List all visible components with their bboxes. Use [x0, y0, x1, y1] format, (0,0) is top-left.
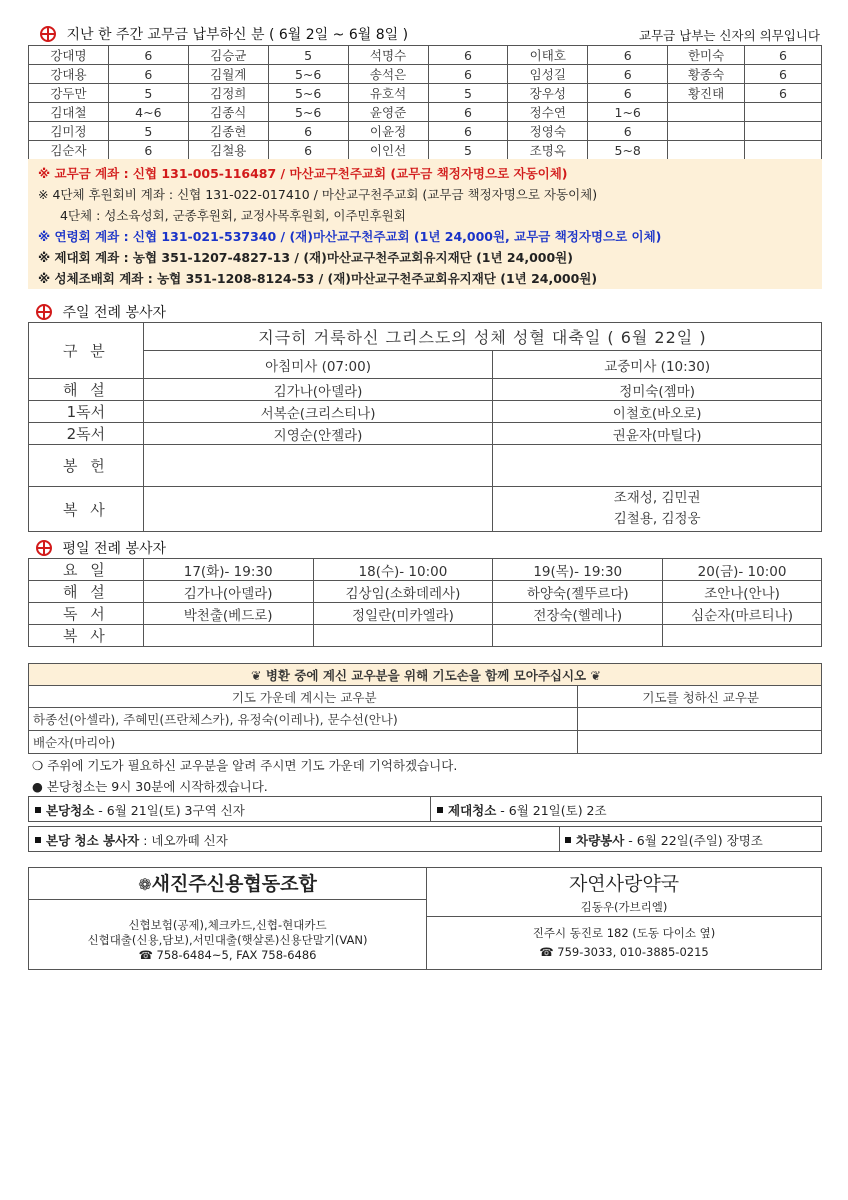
account-line-funeral: ※ 연령회 계좌 : 신협 131-021-537340 / (재)마산교구천주교회 (1년 24,000원, 교무금 책정자명으로 이체): [38, 229, 662, 244]
duty-value: - 6월 21일(토) 3구역 신자: [94, 803, 245, 818]
volunteer-cell: 서복순(크리스티나): [143, 401, 493, 423]
volunteer-cell: [313, 625, 493, 647]
account-line-group-list: 4단체 : 성소육성회, 군종후원회, 교정사목후원회, 이주민후원회: [60, 208, 406, 223]
donor-name: 정수연: [508, 103, 588, 122]
donor-months: 6: [745, 84, 822, 103]
volunteer-cell: [493, 625, 663, 647]
donor-name: 이인선: [348, 141, 428, 160]
donor-months: 6: [588, 84, 668, 103]
duty-church-cleaning: [35, 801, 245, 819]
donor-months: 5~6: [268, 84, 348, 103]
ad-credit-union: [29, 868, 427, 969]
donor-name: 송석은: [348, 65, 428, 84]
donor-months: 6: [428, 103, 508, 122]
account-line-adoration: ※ 성체조배회 계좌 : 농협 351-1208-8124-53 / (재)마산교구천주교회유지재단 (1년 24,000원): [38, 271, 598, 286]
duty-value: : 네오까떼 신자: [139, 833, 228, 848]
volunteer-cell: 정일란(미카엘라): [313, 603, 493, 625]
duty-cleaning-volunteers: [35, 831, 228, 849]
donor-name: 김승균: [188, 46, 268, 65]
donor-name: 김미정: [29, 122, 109, 141]
sunday-section-header: [36, 302, 166, 322]
donor-name: 조명옥: [508, 141, 588, 160]
role-label: 독 서: [29, 603, 144, 625]
server-cell: [493, 487, 822, 532]
offering-row: [29, 122, 822, 141]
sunday-table: [28, 322, 822, 532]
donor-name: 윤영준: [348, 103, 428, 122]
credit-union-logo-icon: ❁: [138, 875, 152, 894]
role-label: 해 설: [29, 581, 144, 603]
donor-months: 4~6: [108, 103, 188, 122]
volunteer-cell: 이철호(바오로): [493, 401, 822, 423]
ad-pharmacy-address: 진주시 동진로 182 (도동 다이소 옆): [532, 926, 716, 940]
account-line-offering: ※ 교무금 계좌 : 신협 131-005-116487 / 마산교구천주교회 (교무금 책정자명으로 자동이체): [38, 166, 568, 181]
volunteer-cell: 심순자(마르티나): [663, 603, 822, 625]
duty-row-2: [28, 826, 822, 852]
donor-name: 장우성: [508, 84, 588, 103]
prayer-requester-cell: [578, 731, 822, 754]
donor-name: 임성길: [508, 65, 588, 84]
donor-months: 6: [268, 122, 348, 141]
day-cell: 18(수)- 10:00: [313, 559, 493, 581]
donor-months: 6: [268, 141, 348, 160]
ad-pharmacy-owner: 김동우(가브리엘): [427, 900, 821, 917]
donor-name: 김대철: [29, 103, 109, 122]
ad-pharmacy-title: 자연사랑약국: [568, 873, 680, 895]
donor-months: 6: [588, 122, 668, 141]
square-bullet-icon: [565, 837, 571, 843]
circle-filled-icon: ●: [32, 779, 43, 794]
donor-months: [745, 103, 822, 122]
role-label: 2독서: [29, 423, 144, 445]
server-names-1: 조재성, 김민권: [613, 490, 701, 506]
weekday-section-title: 평일 전례 봉사자: [62, 541, 167, 557]
donor-months: 5: [428, 84, 508, 103]
donor-months: 6: [428, 46, 508, 65]
volunteer-cell: 정미숙(젬마): [493, 379, 822, 401]
donor-name: [668, 103, 745, 122]
donor-months: 6: [745, 65, 822, 84]
duty-altar-cleaning: [437, 801, 607, 819]
donor-months: [745, 122, 822, 141]
day-label: 요 일: [29, 559, 144, 581]
donor-name: 김정희: [188, 84, 268, 103]
weekday-table: [28, 558, 822, 647]
day-cell: 17(화)- 19:30: [143, 559, 313, 581]
donor-months: 5~6: [268, 65, 348, 84]
offering-row: [29, 84, 822, 103]
prayer-requester-cell: [578, 708, 822, 731]
flower-icon: ❦: [590, 667, 601, 683]
account-line-altar: ※ 제대회 계좌 : 농협 351-1207-4827-13 / (재)마산교구천주교회유지재단 (1년 24,000원): [38, 250, 573, 265]
prayer-sick-list: 하종선(아셀라), 주혜민(프란체스카), 유정숙(이레나), 문수선(안나): [29, 708, 578, 731]
donor-name: [668, 141, 745, 160]
phone-icon: ☎: [539, 945, 554, 959]
role-label: 1독서: [29, 401, 144, 423]
account-line-groups: ※ 4단체 후원회비 계좌 : 신협 131-022-017410 / 마산교구천주교회 (교무금 책정자명으로 자동이체): [38, 187, 598, 202]
square-bullet-icon: [35, 837, 41, 843]
donor-name: 한미숙: [668, 46, 745, 65]
feast-title: 지극히 거룩하신 그리스도의 성체 성혈 대축일 ( 6월 22일 ): [143, 323, 821, 351]
volunteer-cell: 김가나(아델라): [143, 581, 313, 603]
volunteer-cell: [493, 445, 822, 487]
note-cleaning-time: [32, 777, 268, 795]
donor-months: 6: [108, 46, 188, 65]
offering-row: [29, 65, 822, 84]
duty-row-1: [28, 796, 822, 822]
donor-months: 5: [268, 46, 348, 65]
role-label: 복 사: [29, 625, 144, 647]
ad-pharmacy-phone-text: 759-3033, 010-3885-0215: [557, 945, 709, 959]
sunday-section-title: 주일 전례 봉사자: [62, 305, 167, 321]
note-prayer-text: 주위에 기도가 필요하신 교우분을 알려 주시면 기도 가운데 기억하겠습니다.: [47, 758, 458, 773]
duty-label: 차량봉사: [576, 833, 625, 848]
donor-name: 강두만: [29, 84, 109, 103]
volunteer-cell: [143, 625, 313, 647]
volunteer-cell: 하양숙(젤뚜르다): [493, 581, 663, 603]
duty-driving: [565, 831, 763, 849]
duty-value: - 6월 21일(토) 2조: [496, 803, 607, 818]
duty-value: - 6월 22일(주일) 장명조: [624, 833, 763, 848]
note-prayer-request: [32, 756, 457, 774]
donor-name: 유호석: [348, 84, 428, 103]
offering-row: [29, 141, 822, 160]
offering-note: 교무금 납부는 신자의 의무입니다: [639, 28, 820, 43]
role-label: 복 사: [29, 487, 144, 532]
donor-name: 이윤정: [348, 122, 428, 141]
ad-credit-union-title: 새진주신용협동조합: [151, 873, 317, 895]
sponsor-ads: [28, 867, 822, 970]
volunteer-cell: 박천출(베드로): [143, 603, 313, 625]
main-mass: 교중미사 (10:30): [493, 351, 822, 379]
ad-credit-union-phone-text: 758-6484~5, FAX 758-6486: [156, 948, 317, 962]
donor-name: 정영숙: [508, 122, 588, 141]
volunteer-cell: 권윤자(마틸다): [493, 423, 822, 445]
donor-months: 5~8: [588, 141, 668, 160]
donor-name: 이태호: [508, 46, 588, 65]
divider: [430, 797, 431, 821]
donor-name: 석명수: [348, 46, 428, 65]
donor-name: 김월계: [188, 65, 268, 84]
donor-name: 황종숙: [668, 65, 745, 84]
volunteer-cell: [143, 487, 493, 532]
offering-row: [29, 46, 822, 65]
volunteer-cell: 지영순(안젤라): [143, 423, 493, 445]
prayer-table: [28, 663, 822, 754]
note-cleaning-text: 본당청소는 9시 30분에 시작하겠습니다.: [46, 779, 268, 794]
ad-pharmacy: [427, 868, 821, 969]
donor-months: 5~6: [268, 103, 348, 122]
ad-credit-union-loans: 신협대출(신용,담보),서민대출(햇살론)신용단말기(VAN): [87, 933, 368, 947]
weekday-section-header: [36, 538, 166, 558]
role-label: 해 설: [29, 379, 144, 401]
account-notice: [28, 159, 822, 289]
category-label: 구 분: [29, 323, 144, 379]
volunteer-cell: [143, 445, 493, 487]
donor-name: 김종현: [188, 122, 268, 141]
volunteer-cell: 조안나(안나): [663, 581, 822, 603]
volunteer-cell: 김가나(아델라): [143, 379, 493, 401]
donor-months: 6: [745, 46, 822, 65]
donor-months: 6: [428, 122, 508, 141]
donor-name: 김철용: [188, 141, 268, 160]
donor-name: 김종식: [188, 103, 268, 122]
prayer-col-requester: 기도를 청하신 교우분: [578, 686, 822, 708]
donor-months: 6: [588, 65, 668, 84]
donor-name: 황진태: [668, 84, 745, 103]
donor-name: 김순자: [29, 141, 109, 160]
ad-credit-union-phone: [29, 948, 426, 963]
ad-credit-union-header: [29, 868, 426, 900]
cross-icon: [36, 304, 52, 320]
square-bullet-icon: [437, 807, 443, 813]
prayer-banner-text: 병환 중에 계신 교우분을 위해 기도손을 함께 모아주십시오: [265, 667, 587, 683]
donor-months: 5: [428, 141, 508, 160]
phone-icon: ☎: [138, 948, 153, 962]
prayer-banner: [29, 664, 822, 686]
offering-header: [40, 24, 820, 44]
offering-title: 지난 한 주간 교무금 납부하신 분 ( 6월 2일 ~ 6월 8일 ): [66, 27, 409, 43]
donor-name: 강대용: [29, 65, 109, 84]
day-cell: 20(금)- 10:00: [663, 559, 822, 581]
duty-label: 본당 청소 봉사자: [46, 833, 140, 848]
donor-months: [745, 141, 822, 160]
prayer-sick-list: 배순자(마리아): [29, 731, 578, 754]
prayer-col-sick: 기도 가운데 계시는 교우분: [29, 686, 578, 708]
circle-outline-icon: ❍: [32, 758, 44, 773]
duty-label: 제대청소: [448, 803, 497, 818]
ad-pharmacy-phone: [427, 945, 821, 960]
donor-months: 1~6: [588, 103, 668, 122]
cross-icon: [36, 540, 52, 556]
donor-months: 6: [428, 65, 508, 84]
volunteer-cell: 김상임(소화데레사): [313, 581, 493, 603]
volunteer-cell: [663, 625, 822, 647]
morning-mass: 아침미사 (07:00): [143, 351, 493, 379]
ad-credit-union-services: 신협보험(공제),체크카드,신협-현대카드: [128, 918, 327, 932]
duty-label: 본당청소: [46, 803, 95, 818]
donor-months: 6: [108, 141, 188, 160]
offering-row: [29, 103, 822, 122]
donor-name: 강대명: [29, 46, 109, 65]
donor-months: 5: [108, 122, 188, 141]
offering-table: [28, 45, 822, 160]
day-cell: 19(목)- 19:30: [493, 559, 663, 581]
role-label: 봉 헌: [29, 445, 144, 487]
volunteer-cell: 전장숙(헬레나): [493, 603, 663, 625]
cross-icon: [40, 26, 56, 42]
donor-months: 5: [108, 84, 188, 103]
square-bullet-icon: [35, 807, 41, 813]
flower-icon: ❦: [251, 667, 262, 683]
donor-months: 6: [588, 46, 668, 65]
divider: [559, 827, 560, 851]
donor-months: 6: [108, 65, 188, 84]
server-names-2: 김철용, 김정웅: [613, 511, 701, 527]
donor-name: [668, 122, 745, 141]
